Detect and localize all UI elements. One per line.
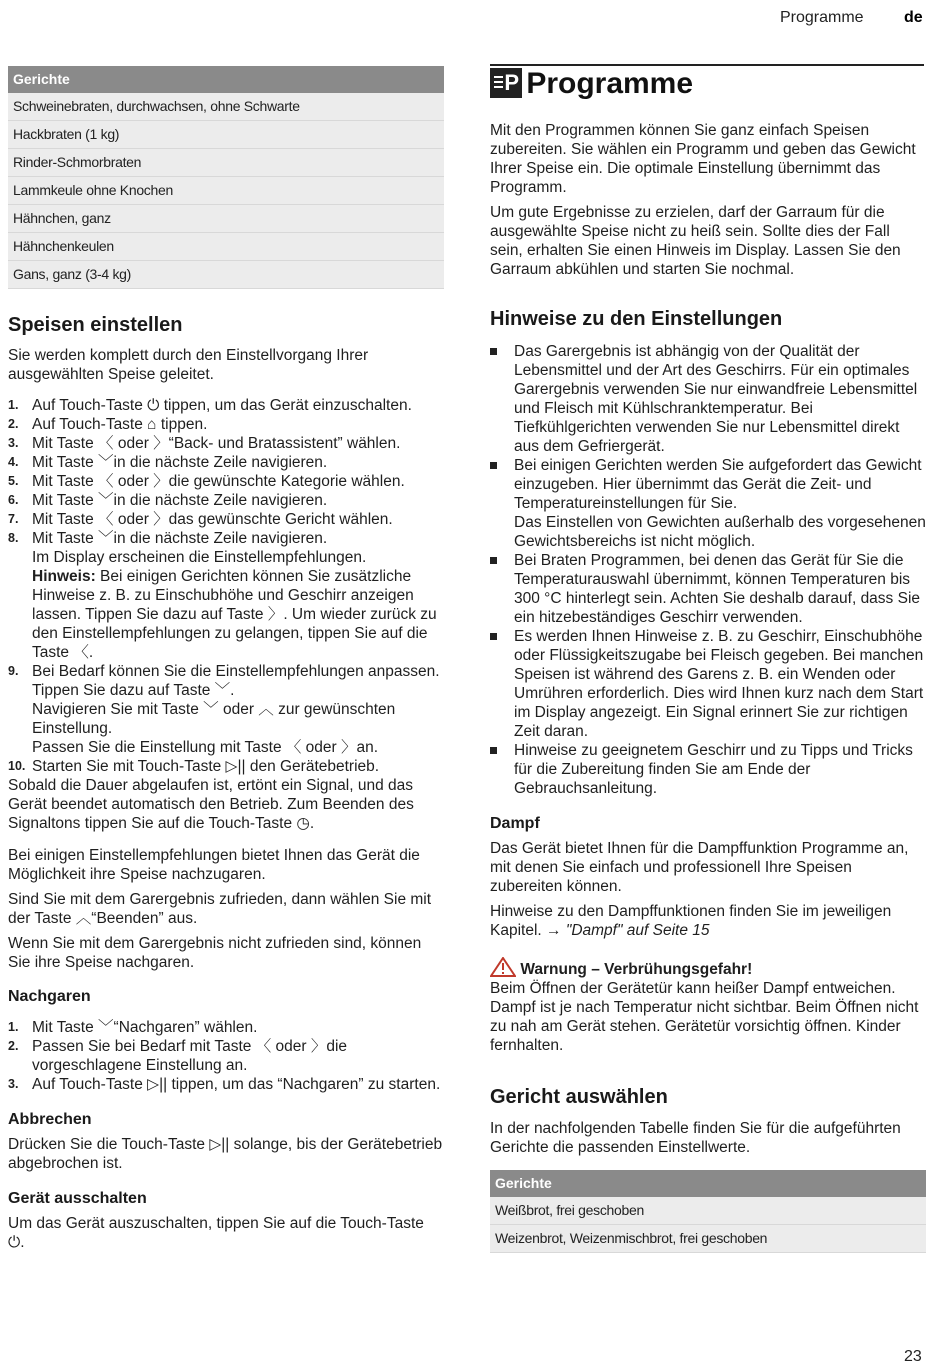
warning-text: Beim Öffnen der Gerätetür kann heißer Dampf entweichen. Dampf ist je nach Temperatur nicht sichtbar. Beim Öffnen nicht zu nah am Gerät stehen. Gerätetür vorsichtig öffnen. Kinder fernhalten. [490, 980, 919, 1054]
paragraph-ausschalten: Um das Gerät auszuschalten, tippen Sie auf die Touch-Taste ⏻. [8, 1215, 424, 1251]
paragraph-not-satisfied: Wenn Sie mit dem Garergebnis nicht zufrieden sind, können Sie ihre Speise nachgaren. [8, 935, 422, 971]
paragraph-intro-2: Um gute Ergebnisse zu erzielen, darf der Garraum für die ausgewählte Speise nicht zu heiß sein. Sollte dies der Fall sein, erhalten Sie einen Hinweis im Display. Lassen Sie den Garraum abkühlen und starten Sie nochmal. [490, 204, 901, 278]
steps-nachgaren [8, 1018, 444, 1094]
page-header [0, 8, 950, 30]
warning-triangle-icon [490, 957, 516, 977]
table-row: Rinder-Schmorbraten [8, 149, 444, 177]
warning-title-row [490, 957, 926, 979]
list-item: 3. Auf Touch-Taste ▷|| tippen, um das “Nachgaren” zu starten. [8, 1076, 441, 1093]
reference-arrow-icon: → [546, 922, 562, 939]
list-item: 6. Mit Taste ﹀in die nächste Zeile navigieren. [8, 492, 328, 509]
list-item: Das Garergebnis ist abhängig von der Qualität der Lebensmittel und der Art des Geschirrs. Für ein optimales Garergebnis verwenden Sie nur einwandfreie Lebensmittel und Fleisch mit Kühlschranktemperatur. Bei Tiefkühlgerichten verwenden Sie nur Lebensmittel direkt aus dem Gefriergerät. [490, 342, 926, 456]
table-row: Hähnchen, ganz [8, 205, 444, 233]
list-item: 1. Mit Taste ﹀“Nachgaren” wählen. [8, 1019, 258, 1036]
list-item: 1. Auf Touch-Taste ⏻ tippen, um das Gerät einzuschalten. [8, 397, 412, 414]
list-item: 5. Mit Taste 〈 oder 〉die gewünschte Kategorie wählen. [8, 473, 405, 490]
section-heading-nachgaren: Nachgaren [8, 988, 91, 1005]
hint-text: Bei einigen Gerichten können Sie zusätzliche Hinweise z. B. zu Einschubhöhe und Geschirr anzeigen lassen. Tippen Sie dazu auf Taste 〉. Um wieder zurück zu den Einstellempfehlungen zu gelangen, tippen Sie auf die Taste 〈. [32, 568, 437, 661]
table-row: Hähnchenkeulen [8, 233, 444, 261]
step8-display-text: Im Display erscheinen die Einstellempfehlungen. [32, 549, 367, 566]
table-row: Weißbrot, frei geschoben [490, 1197, 926, 1225]
left-column [8, 66, 444, 1252]
header-section-title: Programme [780, 9, 864, 26]
table-header: Gerichte [8, 66, 444, 93]
paragraph-nachgaren-option: Bei einigen Einstellempfehlungen bietet Ihnen das Gerät die Möglichkeit ihre Speise nachzugaren. [8, 847, 420, 883]
paragraph-after-start: Sobald die Dauer abgelaufen ist, ertönt ein Signal, und das Gerät beendet automatisch den Betrieb. Zum Beenden des Signaltons tippen Sie auf die Touch-Taste ◷. [8, 777, 414, 832]
list-item: 8. Mit Taste ﹀in die nächste Zeile navigieren. Im Display erscheinen die Einstellempfehlungen. Hinweis: Bei einigen Gerichten können Sie zusätzliche Hinweise z. B. zu Einschubhöhe und Geschirr anzeigen lassen. Tippen Sie dazu auf Taste 〉. Um wieder zurück zu den Einstellempfehlungen zu gelangen, tippen Sie auf die Taste 〈. [8, 529, 444, 662]
section-heading-gericht: Gericht auswählen [490, 1086, 668, 1108]
warning-title: Warnung – Verbrühungsgefahr! [520, 961, 753, 978]
table-row: Lammkeule ohne Knochen [8, 177, 444, 205]
list-item: Bei Braten Programmen, bei denen das Gerät für Sie die Temperaturauswahl übernimmt, können Temperaturen bis 300 °C hinterlegt sein. Achten Sie deshalb darauf, dass Sie ein hitzebeständiges Geschirr verwenden. [490, 551, 926, 627]
page-title: Programme [526, 67, 694, 100]
warning-block [490, 957, 926, 1055]
bullets-hinweise [490, 342, 926, 798]
dishes-table-left [8, 66, 444, 289]
paragraph-abbrechen: Drücken Sie die Touch-Taste ▷|| solange, bis der Gerätebetrieb abgebrochen ist. [8, 1136, 443, 1172]
page-title-block [490, 68, 926, 100]
section-heading-abbrechen: Abbrechen [8, 1111, 92, 1128]
page-reference-link[interactable]: "Dampf" auf Seite 15 [565, 922, 710, 939]
hint-block [32, 567, 444, 662]
hint-label: Hinweis: [32, 568, 96, 585]
paragraph-dampf-1: Das Gerät bietet Ihnen für die Dampffunktion Programme an, mit denen Sie einfach und professionell Ihre Speisen zubereiten können. [490, 840, 909, 895]
table-row: Weizenbrot, Weizenmischbrot, frei geschoben [490, 1225, 926, 1253]
dishes-table-right [490, 1170, 926, 1253]
list-item: Bei einigen Gerichten werden Sie aufgefordert das Gewicht einzugeben. Hier übernimmt das Gerät die Zeit- und Temperatureinstellungen für Sie. Das Einstellen von Gewichten außerhalb des vorgesehenen Gewichtsbereichs ist nicht möglich. [490, 456, 926, 551]
list-item: 3. Mit Taste 〈 oder 〉“Back- und Bratassistent” wählen. [8, 435, 401, 452]
paragraph-dampf-2: Hinweise zu den Dampffunktionen finden Sie im jeweiligen Kapitel. → "Dampf" auf Seite 15 [490, 903, 892, 939]
steps-speisen [8, 396, 444, 776]
list-item: 10. Starten Sie mit Touch-Taste ▷|| den Gerätebetrieb. [8, 758, 380, 775]
section-heading-dampf: Dampf [490, 815, 540, 832]
paragraph-intro-1: Mit den Programmen können Sie ganz einfach Speisen zubereiten. Sie wählen ein Programm und geben das Gewicht Ihrer Speise ein. Die optimale Einstellung übernimmt das Programm. [490, 122, 916, 196]
list-item: Hinweise zu geeignetem Geschirr und zu Tipps und Tricks für die Zubereitung finden Sie am Ende der Gebrauchsanleitung. [490, 741, 926, 798]
paragraph-gericht: In der nachfolgenden Tabelle finden Sie für die aufgeführten Gerichte die passenden Einstellwerte. [490, 1120, 901, 1156]
list-item: Es werden Ihnen Hinweise z. B. zu Geschirr, Einschubhöhe oder Flüssigkeitszugabe bei Fleisch gegeben. Bei manchen Speisen ist während des Garens z. B. ein Wenden oder Umrühren erforderlich. Dies wird Ihnen kurz nach dem Start im Display angezeigt. Ein Signal erinnert Sie zur richtigen Zeit daran. [490, 627, 926, 741]
table-header: Gerichte [490, 1170, 926, 1197]
list-item: 4. Mit Taste ﹀in die nächste Zeile navigieren. [8, 454, 328, 471]
paragraph-speisen-intro: Sie werden komplett durch den Einstellvorgang Ihrer ausgewählten Speise geleitet. [8, 347, 369, 383]
list-item: 7. Mit Taste 〈 oder 〉das gewünschte Gericht wählen. [8, 511, 393, 528]
list-item: 9. Bei Bedarf können Sie die Einstellempfehlungen anpassen. Tippen Sie dazu auf Taste ﹀. Navigieren Sie mit Taste ﹀ oder ︿ zur gewünschten Einstellung. Passen Sie die Einstellung mit Taste 〈 oder 〉an. [8, 663, 440, 756]
program-icon: P [490, 68, 522, 98]
paragraph-beenden: Sind Sie mit dem Garergebnis zufrieden, dann wählen Sie mit der Taste ︿“Beenden” aus. [8, 891, 432, 927]
section-heading-hinweise: Hinweise zu den Einstellungen [490, 308, 783, 330]
header-rule [490, 64, 924, 66]
header-language: de [904, 9, 923, 26]
table-row: Schweinebraten, durchwachsen, ohne Schwarte [8, 93, 444, 121]
table-row: Gans, ganz (3-4 kg) [8, 261, 444, 289]
right-column [490, 68, 926, 1253]
list-item: 2. Auf Touch-Taste ⌂ tippen. [8, 416, 208, 433]
list-item: 2. Passen Sie bei Bedarf mit Taste 〈 oder 〉die vorgeschlagene Einstellung an. [8, 1038, 348, 1074]
page-number: 23 [904, 1348, 922, 1365]
section-heading-ausschalten: Gerät ausschalten [8, 1190, 147, 1207]
section-heading-speisen: Speisen einstellen [8, 314, 183, 336]
table-row: Hackbraten (1 kg) [8, 121, 444, 149]
